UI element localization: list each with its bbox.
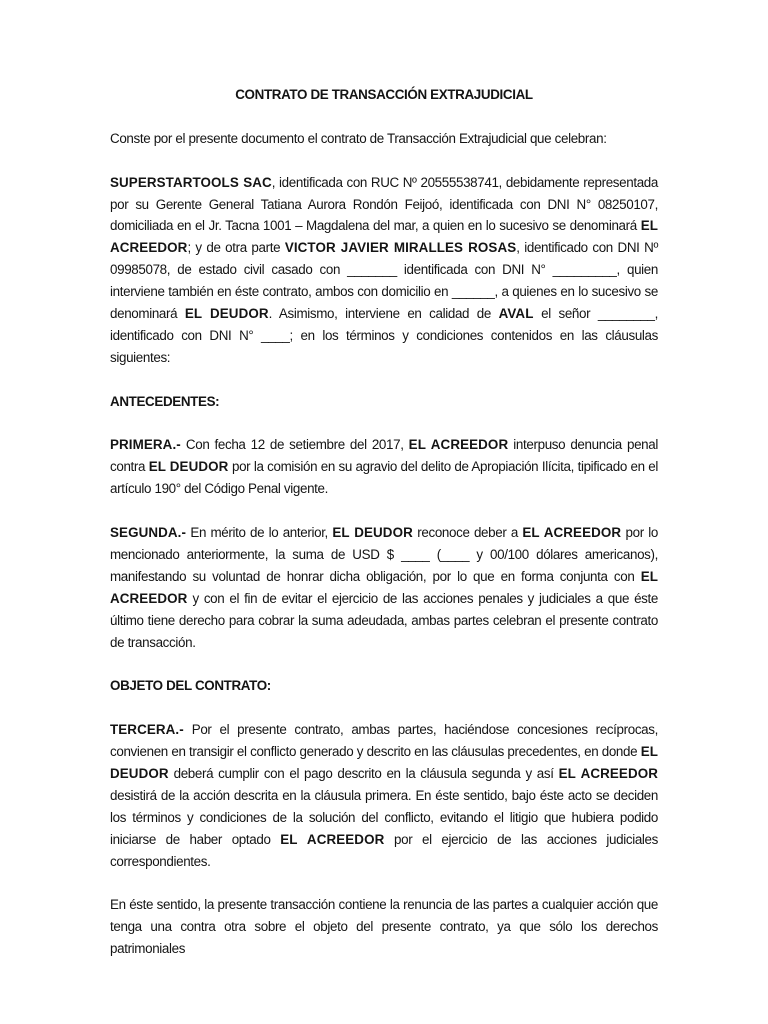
document-title: CONTRATO DE TRANSACCIÓN EXTRAJUDICIAL [235,87,533,102]
intro-paragraph: Conste por el presente documento el contrato de Transacción Extrajudicial que celebran: [110,130,607,146]
parties-text-1: , identificada con RUC Nº 20555538741, debidamente representada por su Gerente General Tatiana Aurora Rondón Feijoó, identificada con DNI N° 08250107, domiciliada en el Jr. Tacna 1001 – Magdalena del mar, a quien en lo sucesivo se denominará [110,174,658,234]
closing-paragraph: En éste sentido, la presente transacción contiene la renuncia de las partes a cualquier acción que tenga una contra otra sobre el objeto del presente contrato, ya que sólo los derechos patrimoniales [110,897,658,957]
parties-paragraph [110,172,658,369]
el-acreedor-term: EL ACREEDOR [558,765,658,781]
clause-tercera [110,719,658,872]
clause-segunda-text-3: por lo mencionado anteriormente, la suma de USD $ ____ (____ y 00/100 dólares americanos), manifestando su voluntad de honrar dicha obligación, por lo que en forma conjunta con [110,525,658,584]
el-deudor-term: EL DEUDOR [184,306,269,322]
parties-text-2: ; y de otra parte [187,240,285,256]
clause-segunda-text-4: y con el fin de evitar el ejercicio de las acciones penales y judiciales a que éste último tiene derecho para cobrar la suma adeudada, ambas partes celebran el presente contrato de transacción. [110,590,658,650]
clause-primera-label: PRIMERA.- [110,437,181,453]
el-acreedor-term: EL ACREEDOR [522,525,622,541]
el-deudor-term: EL DEUDOR [148,459,229,475]
clause-segunda-text-1: En mérito de lo anterior, [186,525,333,541]
el-acreedor-term: EL ACREEDOR [280,831,385,847]
clause-tercera-text-4: por el ejercicio de las acciones judiciales correspondientes. [110,831,659,869]
parties-text-5: el señor ________, identificado con DNI N° ____; en los términos y condiciones contenidos en las cláusulas siguientes: [110,306,658,365]
objeto-heading: OBJETO DEL CONTRATO: [110,678,271,694]
clause-primera-text-1: Con fecha 12 de setiembre del 2017, [180,437,409,453]
document-page [110,84,658,960]
parties-text-4: . Asimismo, interviene en calidad de [268,306,499,322]
el-acreedor-term: EL ACREEDOR [110,218,658,256]
clause-primera-text-2: interpuso denuncia penal contra [110,437,658,475]
creditor-company-name: SUPERSTARTOOLS SAC [110,174,272,190]
debtor-name: VICTOR JAVIER MIRALLES ROSAS [284,240,517,256]
parties-text-3: , identificado con DNI Nº 09985078, de estado civil casado con _______ identificada con DNI N° _________, quien interviene también en éste contrato, ambos con domicilio en ______, a quienes en lo sucesivo se denominará [110,240,658,322]
clause-segunda [110,522,658,653]
clause-primera [110,434,658,500]
el-deudor-term: EL DEUDOR [110,744,658,781]
clause-segunda-label: SEGUNDA.- [110,525,187,541]
antecedentes-heading: ANTECEDENTES: [110,393,220,409]
clause-primera-text-3: por la comisión en su agravio del delito de Apropiación Ilícita, tipificado en el artículo 190° del Código Penal vigente. [110,459,658,497]
el-acreedor-term: EL ACREEDOR [110,568,658,606]
clause-tercera-text-2: deberá cumplir con el pago descrito en la cláusula segunda y así [168,765,559,781]
el-deudor-term: EL DEUDOR [332,525,413,541]
clause-tercera-label: TERCERA.- [110,722,184,738]
clause-tercera-text-1: Por el presente contrato, ambas partes, haciéndose concesiones recíprocas, convienen en transigir el conflicto generado y descrito en las cláusulas precedentes, en donde [110,722,658,760]
aval-term: AVAL [498,306,534,322]
el-acreedor-term: EL ACREEDOR [408,437,509,453]
clause-segunda-text-2: reconoce deber a [412,525,523,541]
clause-tercera-text-3: desistirá de la acción descrita en la cláusula primera. En éste sentido, bajo éste acto se deciden los términos y condiciones de la solución del conflicto, evitando el litigio que hubiera podido iniciarse de haber optado [110,787,658,847]
